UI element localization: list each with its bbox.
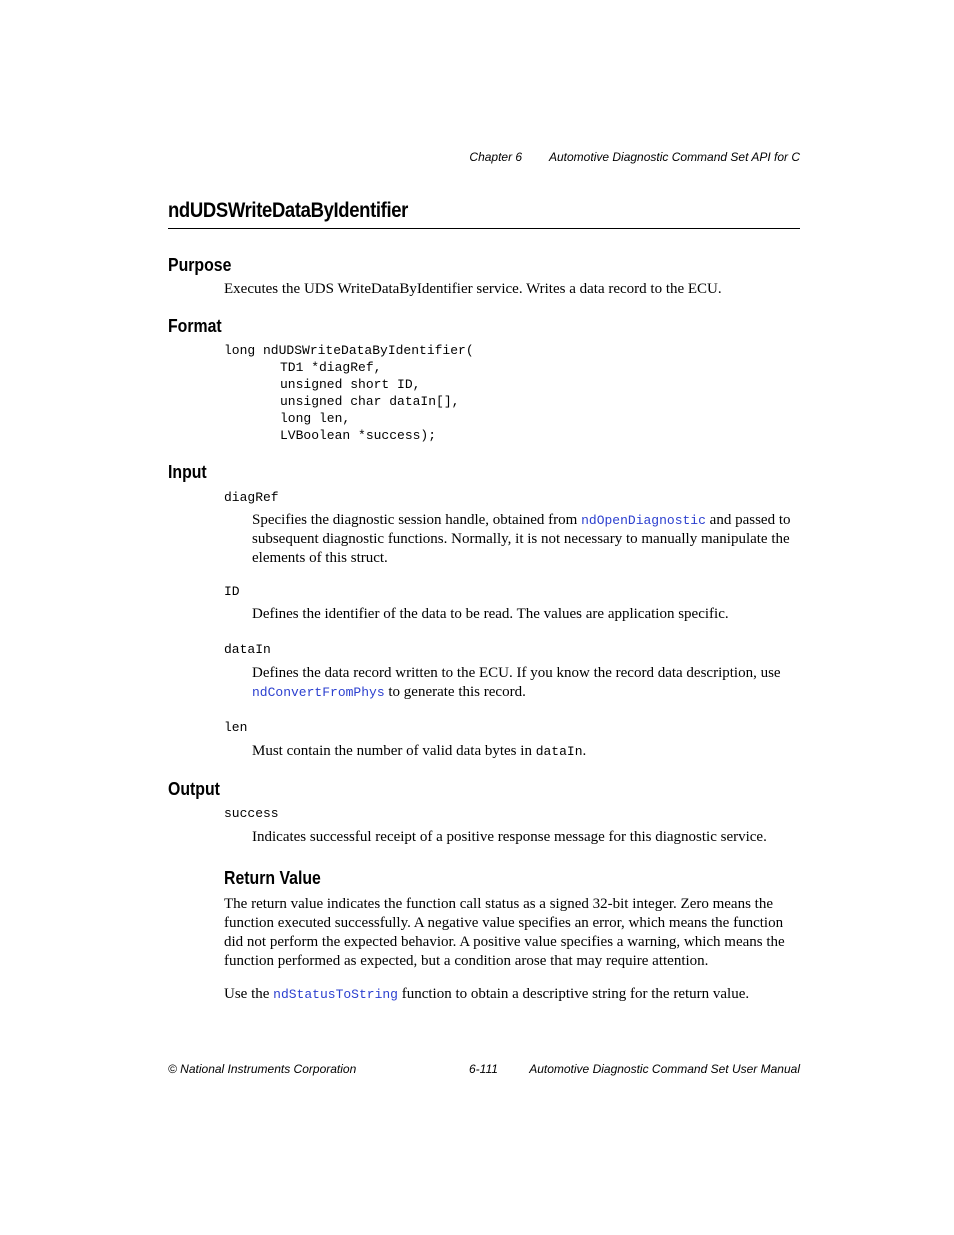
format-line-0: long ndUDSWriteDataByIdentifier( [224,343,474,358]
title-rule [168,228,800,229]
param-desc-success: Indicates successful receipt of a positive response message for this diagnostic service. [252,829,767,845]
param-name-success: success [224,806,279,821]
header-chapter: Chapter 6 [469,150,523,164]
link-ndstatustostring[interactable]: ndStatusToString [273,987,398,1002]
param-name-datain: dataIn [224,642,271,657]
input-heading: Input [168,462,207,482]
format-heading: Format [168,316,222,336]
purpose-heading: Purpose [168,255,232,275]
return-value-paragraph: The return value indicates the function call status as a signed 32-bit integer. Zero means the function executed successfully. A negative value specifies an error, which means the function did not perform the expected behavior. A positive value specifies a warning, which means the function performed as expected, but a condition arose that may require attention. [224,896,785,969]
format-line-3: unsigned char dataIn[], [280,394,460,409]
format-line-2: unsigned short ID, [280,377,421,392]
param-name-id: ID [224,584,240,599]
format-line-4: long len, [280,411,351,426]
purpose-text: Executes the UDS WriteDataByIdentifier service. Writes a data record to the ECU. [224,281,722,297]
param-name-len: len [224,720,248,735]
return-value-usage: Use the ndStatusToString function to obtain a descriptive string for the return value. [224,986,750,1002]
format-line-5: LVBoolean *success); [280,428,437,443]
param-desc-len: Must contain the number of valid data bytes in dataIn. [252,743,587,759]
param-name-diagref: diagRef [224,490,279,505]
footer-manual-title: Automotive Diagnostic Command Set User Manual [529,1062,800,1076]
param-desc-id: Defines the identifier of the data to be read. The values are application specific. [252,606,729,622]
return-value-heading: Return Value [224,868,321,888]
param-desc-diagref: Specifies the diagnostic session handle, obtained from ndOpenDiagnostic and passed to subsequent diagnostic functions. Normally, it is not necessary to manually manipulate the elements of this struct. [252,512,791,566]
link-ndopendiagnostic[interactable]: ndOpenDiagnostic [581,513,706,528]
footer-page-number: 6-111 [469,1062,498,1076]
inline-code-datain: dataIn [535,744,583,759]
format-line-1: TD1 *diagRef, [280,360,382,375]
link-ndconvertfromphys[interactable]: ndConvertFromPhys [252,685,385,700]
running-header [469,150,800,164]
header-section: Automotive Diagnostic Command Set API for C [549,150,800,164]
function-title: ndUDSWriteDataByIdentifier [168,199,409,222]
output-heading: Output [168,779,220,799]
footer-copyright: © National Instruments Corporation [168,1062,357,1076]
param-desc-datain: Defines the data record written to the ECU. If you know the record data description, use ndConvertFromPhys to generate this record. [252,665,781,700]
